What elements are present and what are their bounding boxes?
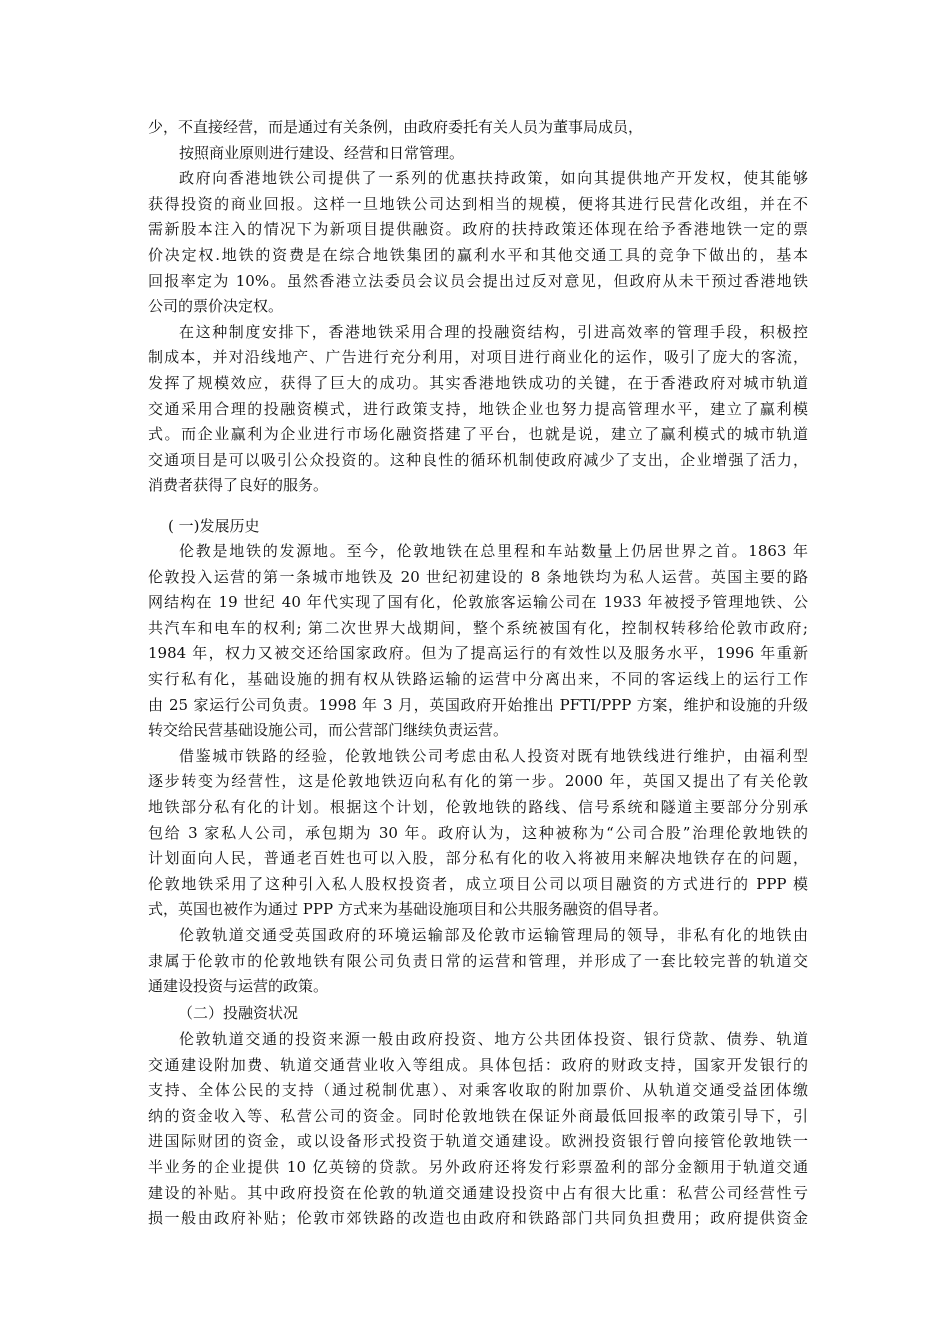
text-line: 半业务的企业提供 10 亿英镑的贷款。另外政府还将发行彩票盈利的部分金额用于轨道交通 [148,1157,808,1176]
text-line: 伦敦地铁采用了这种引入私人股权投资者，成立项目公司以项目融资的方式进行的 PPP 模 [148,874,808,893]
text-line: 由 25 家运行公司负责。1998 年 3 月，英国政府开始推出 PFTI/PPP 方案，维护和设施的升级 [148,695,808,714]
text-line: 式，英国也被作为通过 PPP 方式来为基础设施项目和公共服务融资的倡导者。 [148,900,668,919]
text-line: 计划面向人民，普通老百姓也可以入股，部分私有化的收入将被用来解决地铁存在的问题， [148,849,808,868]
text-line: 伦敦轨道交通受英国政府的环境运输部及伦敦市运输管理局的领导，非私有化的地铁由 [179,925,808,944]
section-heading-financing: （二）投融资状况 [178,1004,299,1022]
paragraph-group-hong-kong-metro [148,115,808,499]
paragraph-group-london-history [148,539,808,1000]
text-line: 伦敦投入运营的第一条城市地铁及 20 世纪初建设的 8 条地铁均为私人运营。英国主要的路 [148,567,808,586]
text-line: 按照商业原则进行建设、经营和日常管理。 [179,143,465,162]
text-line: 式。而企业赢利为企业进行市场化融资搭建了平台，也就是说，建立了赢利模式的城市轨道 [148,425,808,444]
text-line: 实行私有化，基础设施的拥有权从铁路运输的运营中分离出来，不同的客运线上的运行工作 [148,669,808,688]
text-line: 需新股本注入的情况下为新项目提供融资。政府的扶持政策还体现在给予香港地铁一定的票 [148,220,808,239]
text-line: 获得投资的商业回报。这样一旦地铁公司达到相当的规模，便将其进行民营化改组，并在不 [148,194,808,213]
text-line: 1984 年，权力又被交还给国家政府。但为了提高运行的有效性以及服务水平，1996 年重新 [148,644,808,663]
text-line: 伦教是地铁的发源地。至今，伦敦地铁在总里程和车站数量上仍居世界之首。1863 年 [179,542,808,560]
paragraph-group-london-financing [148,1027,808,1232]
text-line: 地铁部分私有化的计划。根据这个计划，伦敦地铁的路线、信号系统和隧道主要部分分别承 [148,797,808,816]
section-heading-history: ( 一)发展历史 [168,517,260,535]
text-line: 通建设投资与运营的政策。 [148,977,329,996]
text-line: 转交给民营基础设施公司，而公营部门继续负责运营。 [148,721,509,740]
text-line: 交通建设附加费、轨道交通营业收入等组成。具体包括：政府的财政支持，国家开发银行的 [148,1055,808,1074]
text-line: 纳的资金收入等、私营公司的资金。同时伦敦地铁在保证外商最低回报率的政策引导下，引 [148,1106,808,1125]
text-line: 逐步转变为经营性，这是伦敦地铁迈向私有化的第一步。2000 年，英国又提出了有关伦敦 [148,772,808,791]
text-line: 进国际财团的资金，或以设备形式投资于轨道交通建设。欧洲投资银行曾向接管伦敦地铁一 [148,1132,808,1151]
text-line: 交通项目是可以吸引公众投资的。这种良性的循环机制使政府减少了支出，企业增强了活力， [148,450,808,469]
text-line: 价决定权.地铁的资费是在综合地铁集团的赢利水平和其他交通工具的竞争下做出的，基本 [148,245,808,264]
text-line: 回报率定为 10%。虽然香港立法委员会议员会提出过反对意见，但政府从未干预过香港地铁 [148,271,808,290]
text-line: 网结构在 19 世纪 40 年代实现了国有化，伦敦旅客运输公司在 1933 年被授予管理地铁、公 [148,593,808,612]
text-line: 交通采用合理的投融资模式，进行政策支持，地铁企业也努力提高管理水平，建立了赢利模 [148,399,808,418]
text-line: 在这种制度安排下，香港地铁采用合理的投融资结构，引进高效率的管理手段，积极控 [179,322,808,341]
text-line: 少，不直接经营，而是通过有关条例，由政府委托有关人员为董事局成员， [148,118,644,136]
text-line: 伦敦轨道交通的投资来源一般由政府投资、地方公共团体投资、银行贷款、债券、轨道 [179,1030,808,1048]
text-line: 制成本，并对沿线地产、广告进行充分利用，对项目进行商业化的运作，吸引了庞大的客流， [148,348,808,367]
text-line: 发挥了规模效应，获得了巨大的成功。其实香港地铁成功的关键，在于香港政府对城市轨道 [148,373,808,392]
text-line: 损一般由政府补贴；伦敦市郊铁路的改造也由政府和铁路部门共同负担费用；政府提供资金 [148,1209,808,1228]
section-heading-financing-wrap [148,1001,808,1027]
text-line: 公司的票价决定权。 [148,297,284,316]
text-line: 隶属于伦敦市的伦敦地铁有限公司负责日常的运营和管理，并形成了一套比较完普的轨道交 [148,951,808,970]
text-line: 包给 3 家私人公司，承包期为 30 年。政府认为，这种被称为“公司合股”治理伦敦地铁的 [148,823,808,842]
text-line: 建设的补贴。其中政府投资在伦敦的轨道交通建设投资中占有很大比重：私营公司经营性亏 [148,1183,808,1202]
text-line: 消费者获得了良好的服务。 [148,476,329,495]
text-line: 共汽车和电车的权利; 第二次世界大战期间，整个系统被国有化，控制权转移给伦敦市政府; [148,618,808,637]
text-line: 政府向香港地铁公司提供了一系列的优惠扶持政策，如向其提供地产开发权，使其能够 [179,169,808,188]
text-line: 借鉴城市铁路的经验，伦敦地铁公司考虑由私人投资对既有地铁线进行维护，由福利型 [179,746,808,765]
section-heading-history-wrap [148,514,808,540]
text-line: 支持、全体公民的支持（通过税制优惠）、对乘客收取的附加票价、从轨道交通受益团体缴 [148,1081,808,1100]
